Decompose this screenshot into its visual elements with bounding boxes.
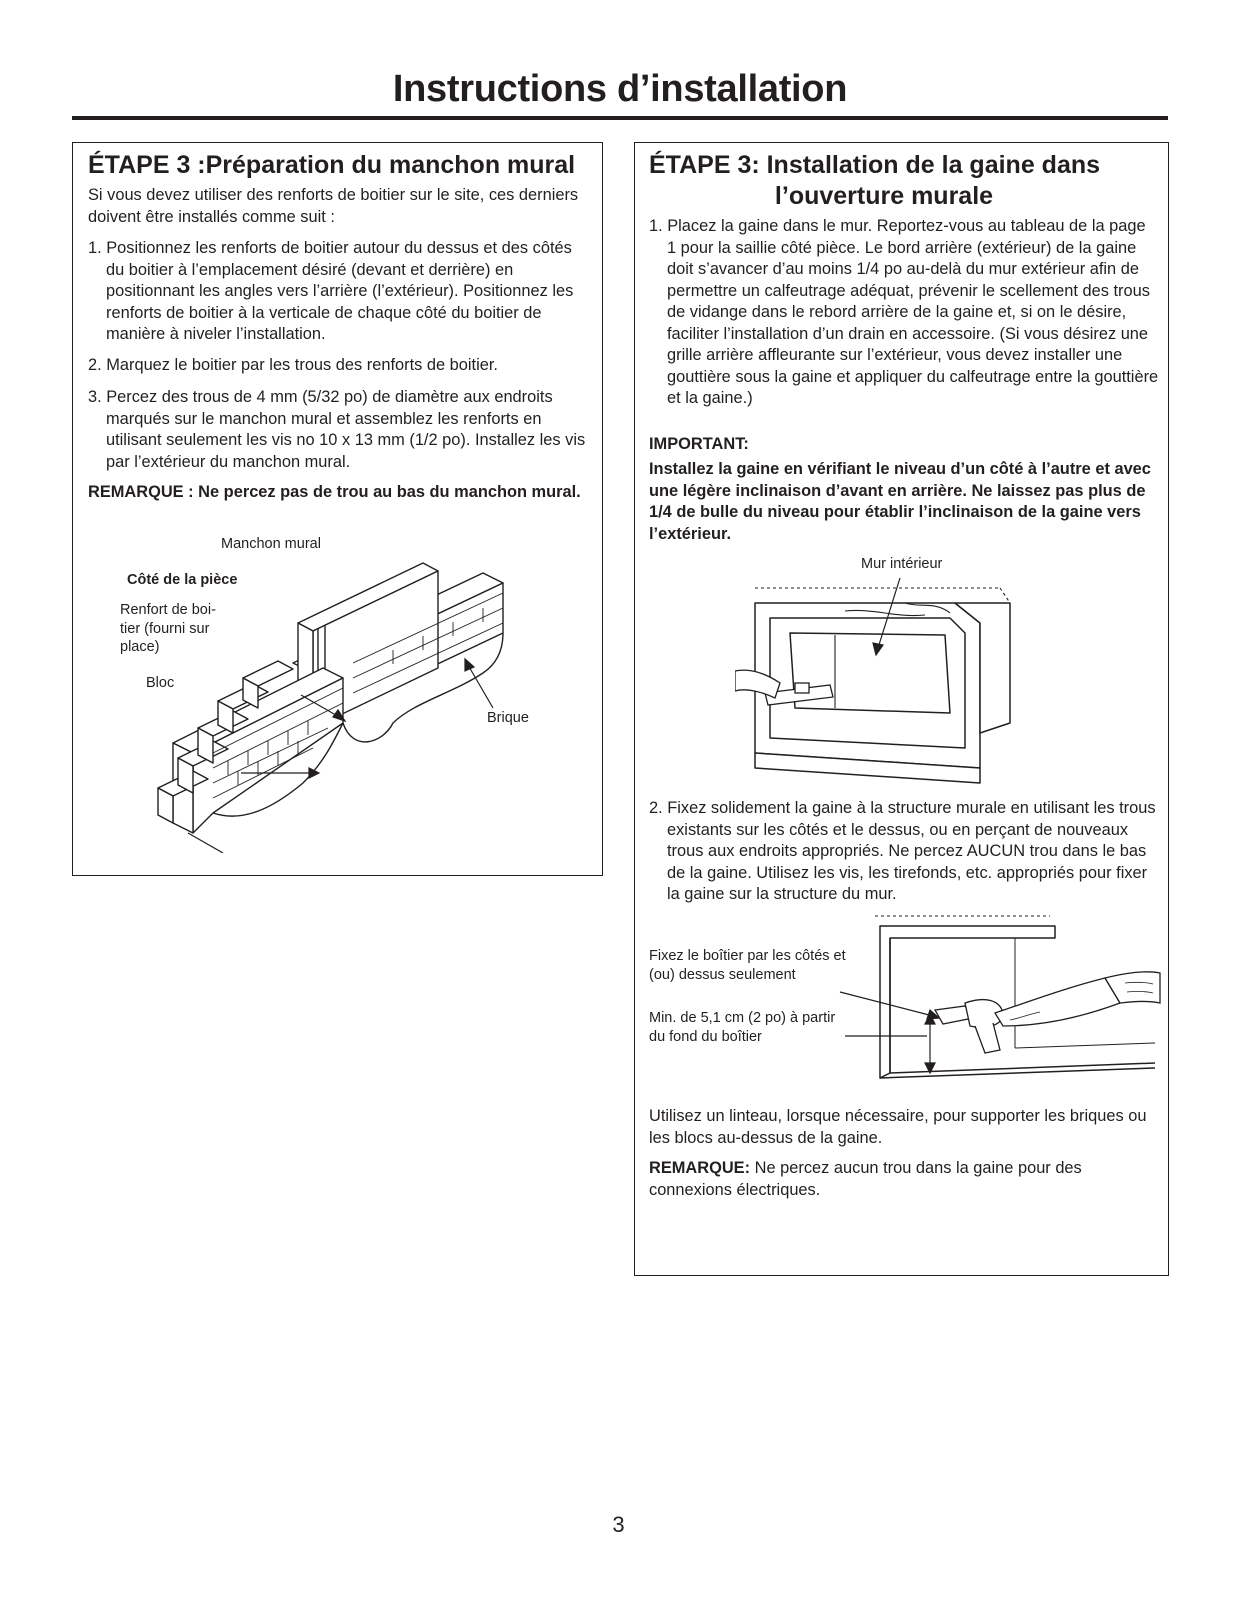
right-heading-line2: l’ouverture murale xyxy=(774,182,994,210)
left-note: REMARQUE : Ne percez pas de trou au bas du manchon mural. xyxy=(88,483,581,501)
left-intro: Si vous devez utiliser des renforts de boitier sur le site, ces derniers doivent être installés comme suit : xyxy=(88,186,579,226)
label-cote-piece: Côté de la pièce xyxy=(127,572,238,588)
left-heading: ÉTAPE 3 :Préparation du manchon mural xyxy=(88,151,576,179)
page-title: Instructions d’installation xyxy=(392,68,848,110)
lintel-text: Utilisez un linteau, lorsque nécessaire, pour supporter les briques ou les blocs au-dessus de la gaine. xyxy=(649,1107,1147,1147)
important-text: Installez la gaine en vérifiant le niveau d’un côté à l’autre et avec une légère inclinaison d’avant en arrière. Ne laissez pas plus de 1/4 de bulle du niveau pour établir l’inclinaison de la gaine vers l’extérieur. xyxy=(649,460,1151,543)
right-step-2: 2. Fixez solidement la gaine à la structure murale en utilisant les trous existants sur les côtés et le dessus, ou en perçant de nouveaux trous aux endroits appropriés. Ne percez AUCUN trou dans le bas de la gaine. Utilisez les vis, les tirefonds, etc. appropriés pour fixer la gaine sur la structure du mur. xyxy=(649,799,1156,903)
right-note-text: Ne percez aucun trou dans la gaine pour des connexions électriques. xyxy=(649,1159,1082,1199)
right-step-1: 1. Placez la gaine dans le mur. Reportez-vous au tableau de la page 1 pour la saillie côté pièce. Le bord arrière (extérieur) de la gaine doit s’avancer d’au moins 1/4 po au-delà du mur extérieur afin de permettre un calfeutrage adéquat, prévenir le scellement des trous de vidange dans le rebord arrière de la gaine et, si on le désire, faciliter l’installation d’un drain en accessoire. (Si vous désirez une grille arrière affleurante sur l’extérieur, vous devez installer une gouttière sous la gaine et appliquer du calfeutrage entre la gouttière et la gaine.) xyxy=(649,217,1159,407)
label-manchon-mural: Manchon mural xyxy=(221,536,321,552)
label-bloc: Bloc xyxy=(146,675,175,691)
step3-sleeve-installation-box xyxy=(634,142,1169,1276)
sleeve-level-illustration xyxy=(735,573,1035,798)
label-brique: Brique xyxy=(487,710,529,726)
wall-sleeve-illustration xyxy=(153,553,533,853)
right-heading-line1: ÉTAPE 3: Installation de la gaine dans xyxy=(649,151,1101,179)
right-note-label: REMARQUE: xyxy=(649,1159,751,1177)
important-label: IMPORTANT: xyxy=(649,435,749,453)
label-renfort: Renfort de boi- tier (fourni sur place) xyxy=(120,602,216,655)
right-heading xyxy=(649,150,1159,212)
drill-illustration xyxy=(835,908,1165,1093)
label-min-distance: Min. de 5,1 cm (2 po) à partir du fond du boîtier xyxy=(649,1010,836,1045)
right-note xyxy=(649,1158,1159,1201)
step3-wall-sleeve-box xyxy=(72,142,603,876)
left-step-3: 3. Percez des trous de 4 mm (5/32 po) de diamètre aux endroits marqués sur le manchon mural et assemblez les renforts en utilisant seulement les vis no 10 x 13 mm (1/2 po). Installez les vis par l’extérieur du manchon mural. xyxy=(88,388,586,471)
label-fixez-boitier: Fixez le boîtier par les côtés et (ou) dessus seulement xyxy=(649,948,846,983)
label-mur-interieur: Mur intérieur xyxy=(861,556,943,572)
title-rule xyxy=(72,116,1168,120)
left-step-2: 2. Marquez le boitier par les trous des renforts de boitier. xyxy=(88,356,498,374)
page-number: 3 xyxy=(612,1512,625,1537)
left-step-1: 1. Positionnez les renforts de boitier autour du dessus et des côtés du boitier à l’emplacement désiré (devant et derrière) en positionnant les angles vers l’arrière (l’extérieur). Positionnez les renforts de boitier à la verticale de chaque côté du boitier de manière à niveler l’installation. xyxy=(88,239,574,343)
